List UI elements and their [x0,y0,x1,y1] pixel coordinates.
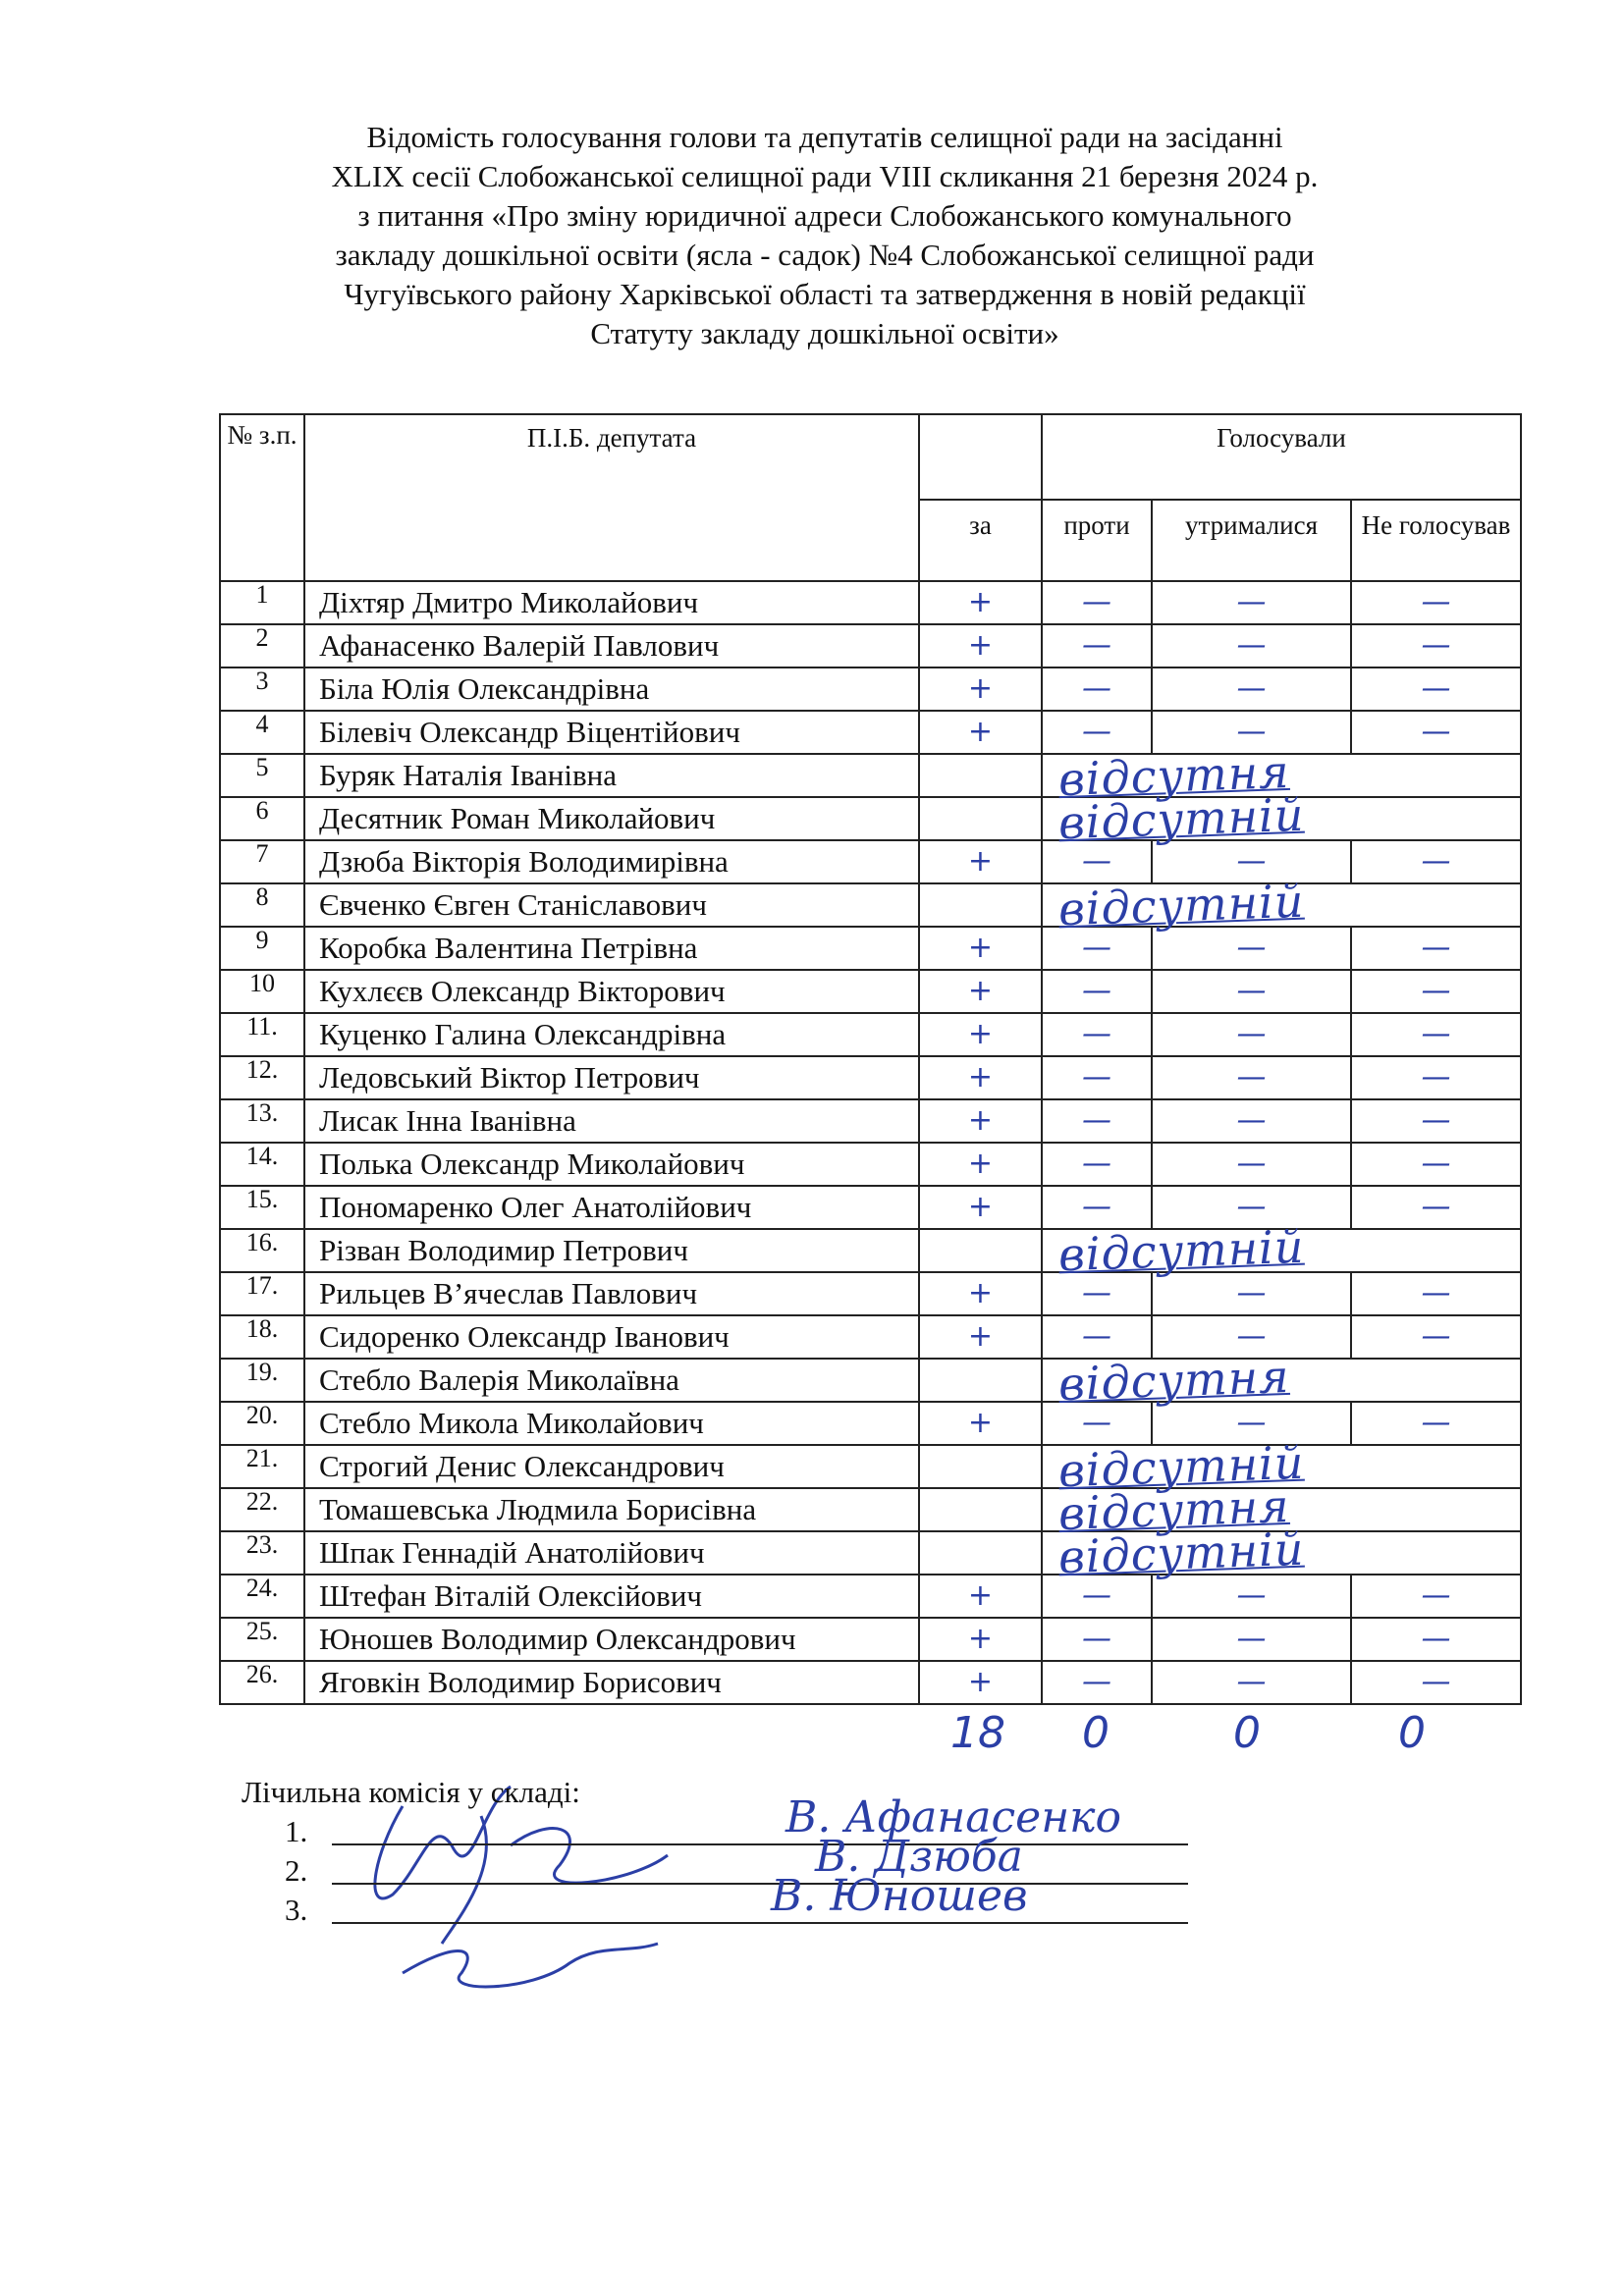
absent-text: відсутня [1057,1349,1291,1412]
vote-for: + [919,1186,1042,1229]
absent-note [1042,1522,1521,1584]
table-row [220,1099,1521,1143]
row-number: 24. [220,1575,304,1618]
deputy-name: Шпак Геннадій Анатолійович [304,1531,919,1575]
vote-against: — [1042,711,1152,754]
vote-for: + [919,970,1042,1013]
table-row [220,797,1521,840]
deputy-name: Стебло Микола Миколайович [304,1402,919,1445]
row-number: 5 [220,754,304,797]
table-row [220,1143,1521,1186]
vote-against: — [1042,1272,1152,1315]
signature-line [332,1883,1188,1885]
table-row [220,667,1521,711]
header-against: проти [1042,500,1152,581]
header-not-voted: Не голосував [1351,500,1521,581]
deputy-name: Діхтяр Дмитро Миколайович [304,581,919,624]
table-row [220,581,1521,624]
title-line: Відомість голосування голови та депутатів селищної ради на засіданні [366,120,1283,154]
title-line: XLIX сесії Слобожанської селищної ради VIII скликання 21 березня 2024 р. [331,159,1319,193]
vote-not-voted: — [1351,1099,1521,1143]
table-row [220,883,1521,927]
row-number: 3 [220,667,304,711]
vote-against: — [1042,624,1152,667]
vote-abstained: — [1152,581,1351,624]
vote-for [919,1229,1042,1272]
row-number: 9 [220,927,304,970]
title-line: Чугуївського району Харківської області та затвердження в новій редакції [344,277,1306,311]
deputy-name: Строгий Денис Олександрович [304,1445,919,1488]
vote-not-voted: — [1351,1575,1521,1618]
vote-abstained: — [1152,1186,1351,1229]
table-row [220,1575,1521,1618]
vote-against: — [1042,1575,1152,1618]
totals-row [0,1704,1624,1763]
absent-note [1042,787,1521,850]
vote-abstained: — [1152,1315,1351,1359]
table-row [220,1229,1521,1272]
voting-table-body [220,581,1521,1704]
table-row [220,1618,1521,1661]
absent-note [1042,874,1521,936]
deputy-name: Коробка Валентина Петрівна [304,927,919,970]
deputy-name: Білевіч Олександр Віцентійович [304,711,919,754]
signature-line [332,1922,1188,1924]
vote-not-voted: — [1351,1013,1521,1056]
member-name: В. Юношев [771,1871,1028,1921]
commission-member [285,1832,1188,1891]
deputy-name: Лисак Інна Іванівна [304,1099,919,1143]
row-number: 4 [220,711,304,754]
row-number: 19. [220,1359,304,1402]
vote-for: + [919,1661,1042,1704]
vote-for: + [919,927,1042,970]
row-number: 20. [220,1402,304,1445]
row-number: 2 [220,624,304,667]
table-row [220,754,1521,797]
row-number: 23. [220,1531,304,1575]
member-num: 3. [285,1893,308,1927]
table-row [220,1186,1521,1229]
absent-text: відсутня [1057,744,1291,807]
deputy-name: Рильцев В’ячеслав Павлович [304,1272,919,1315]
deputy-name: Кухлєєв Олександр Вікторович [304,970,919,1013]
deputy-name: Дзюба Вікторія Володимирівна [304,840,919,883]
table-row [220,1402,1521,1445]
title-line: Статуту закладу дошкільної освіти» [590,316,1059,350]
total-against: 0 [1082,1708,1110,1758]
vote-for: + [919,581,1042,624]
deputy-name: Пономаренко Олег Анатолійович [304,1186,919,1229]
table-row [220,624,1521,667]
row-number: 11. [220,1013,304,1056]
absent-text: відсутній [1057,1435,1306,1498]
vote-against: — [1042,1315,1152,1359]
header-num: № з.п. [220,414,304,581]
vote-not-voted: — [1351,840,1521,883]
table-row [220,1315,1521,1359]
vote-abstained: — [1152,624,1351,667]
vote-for [919,1359,1042,1402]
row-number: 12. [220,1056,304,1099]
header-abstained: утрималися [1152,500,1351,581]
row-number: 6 [220,797,304,840]
vote-against: — [1042,1186,1152,1229]
member-num: 1. [285,1814,308,1848]
vote-against: — [1042,1661,1152,1704]
vote-abstained: — [1152,1272,1351,1315]
vote-for: + [919,624,1042,667]
vote-abstained: — [1152,1013,1351,1056]
vote-not-voted: — [1351,1143,1521,1186]
member-name: В. Дзюба [815,1832,1023,1882]
row-number: 7 [220,840,304,883]
vote-against: — [1042,970,1152,1013]
vote-abstained: — [1152,1143,1351,1186]
row-number: 8 [220,883,304,927]
absent-note [1042,1349,1521,1412]
vote-for [919,883,1042,927]
voting-table [219,413,1522,1705]
deputy-name: Сидоренко Олександр Іванович [304,1315,919,1359]
row-number: 16. [220,1229,304,1272]
header-blank [919,414,1042,500]
vote-for: + [919,667,1042,711]
vote-abstained: — [1152,1618,1351,1661]
table-row [220,711,1521,754]
vote-not-voted: — [1351,1402,1521,1445]
vote-abstained: — [1152,1056,1351,1099]
vote-abstained: — [1152,711,1351,754]
vote-for: + [919,840,1042,883]
table-row [220,1359,1521,1402]
deputy-name: Штефан Віталій Олексійович [304,1575,919,1618]
vote-not-voted: — [1351,1272,1521,1315]
vote-against: — [1042,840,1152,883]
vote-not-voted: — [1351,624,1521,667]
title-line: з питання «Про зміну юридичної адреси Слобожанського комунального [357,198,1292,233]
table-row [220,1531,1521,1575]
row-number: 15. [220,1186,304,1229]
table-row [220,1661,1521,1704]
header-voted: Голосували [1042,414,1521,500]
row-number: 1 [220,581,304,624]
vote-not-voted: — [1351,1315,1521,1359]
commission-label: Лічильна комісія у складі: [242,1775,580,1809]
row-number: 14. [220,1143,304,1186]
row-number: 13. [220,1099,304,1143]
deputy-name: Десятник Роман Миколайович [304,797,919,840]
vote-against: — [1042,1013,1152,1056]
vote-not-voted: — [1351,711,1521,754]
vote-not-voted: — [1351,667,1521,711]
vote-for: + [919,1056,1042,1099]
vote-against: — [1042,1143,1152,1186]
vote-for: + [919,1575,1042,1618]
vote-for: + [919,711,1042,754]
total-not-voted: 0 [1398,1708,1426,1758]
row-number: 17. [220,1272,304,1315]
vote-against: — [1042,1402,1152,1445]
vote-abstained: — [1152,1402,1351,1445]
deputy-name: Стебло Валерія Миколаївна [304,1359,919,1402]
vote-for [919,1488,1042,1531]
vote-for: + [919,1143,1042,1186]
vote-for: + [919,1099,1042,1143]
table-row [220,1013,1521,1056]
row-number: 26. [220,1661,304,1704]
vote-not-voted: — [1351,1186,1521,1229]
vote-abstained: — [1152,840,1351,883]
commission-member [285,1792,1188,1851]
row-number: 22. [220,1488,304,1531]
vote-for: + [919,1402,1042,1445]
vote-not-voted: — [1351,1618,1521,1661]
commission-list [285,1792,1188,1930]
deputy-name: Буряк Наталія Іванівна [304,754,919,797]
vote-for [919,1445,1042,1488]
deputy-name: Різван Володимир Петрович [304,1229,919,1272]
deputy-name: Євченко Євген Станіславович [304,883,919,927]
vote-against: — [1042,1056,1152,1099]
commission-member [285,1871,1188,1930]
vote-for [919,797,1042,840]
vote-for: + [919,1618,1042,1661]
absent-text: відсутній [1057,1219,1306,1282]
total-abstained: 0 [1233,1708,1261,1758]
absent-note [1042,1219,1521,1282]
table-row [220,840,1521,883]
member-name: В. Афанасенко [785,1792,1121,1842]
table-row [220,1488,1521,1531]
row-number: 25. [220,1618,304,1661]
absent-text: відсутній [1057,787,1306,850]
deputy-name: Томашевська Людмила Борисівна [304,1488,919,1531]
deputy-name: Біла Юлія Олександрівна [304,667,919,711]
deputy-name: Куценко Галина Олександрівна [304,1013,919,1056]
vote-for [919,754,1042,797]
vote-against: — [1042,927,1152,970]
absent-text: відсутня [1057,1478,1291,1541]
header-for: за [919,500,1042,581]
vote-abstained: — [1152,1575,1351,1618]
deputy-name: Яговкін Володимир Борисович [304,1661,919,1704]
deputy-name: Афанасенко Валерій Павлович [304,624,919,667]
vote-not-voted: — [1351,970,1521,1013]
deputy-name: Ледовський Віктор Петрович [304,1056,919,1099]
vote-abstained: — [1152,667,1351,711]
header-name: П.І.Б. депутата [304,414,919,581]
vote-abstained: — [1152,927,1351,970]
document-title [216,118,1434,353]
vote-against: — [1042,667,1152,711]
absent-text: відсутній [1057,874,1306,936]
vote-not-voted: — [1351,581,1521,624]
vote-abstained: — [1152,1099,1351,1143]
deputy-name: Полька Олександр Миколайович [304,1143,919,1186]
vote-for: + [919,1013,1042,1056]
vote-abstained: — [1152,1661,1351,1704]
row-number: 18. [220,1315,304,1359]
member-num: 2. [285,1853,308,1888]
vote-for: + [919,1272,1042,1315]
row-number: 10 [220,970,304,1013]
vote-abstained: — [1152,970,1351,1013]
vote-for: + [919,1315,1042,1359]
table-row [220,970,1521,1013]
vote-not-voted: — [1351,1661,1521,1704]
vote-not-voted: — [1351,1056,1521,1099]
vote-against: — [1042,1099,1152,1143]
signature-line [332,1843,1188,1845]
vote-for [919,1531,1042,1575]
deputy-name: Юношев Володимир Олександрович [304,1618,919,1661]
row-number: 21. [220,1445,304,1488]
total-for: 18 [950,1708,1005,1758]
table-row [220,1445,1521,1488]
vote-against: — [1042,581,1152,624]
vote-not-voted: — [1351,927,1521,970]
table-row [220,927,1521,970]
title-line: закладу дошкільної освіти (ясла - садок) №4 Слобожанської селищної ради [335,238,1315,272]
vote-against: — [1042,1618,1152,1661]
table-row [220,1272,1521,1315]
table-row [220,1056,1521,1099]
absent-text: відсутній [1057,1522,1306,1584]
